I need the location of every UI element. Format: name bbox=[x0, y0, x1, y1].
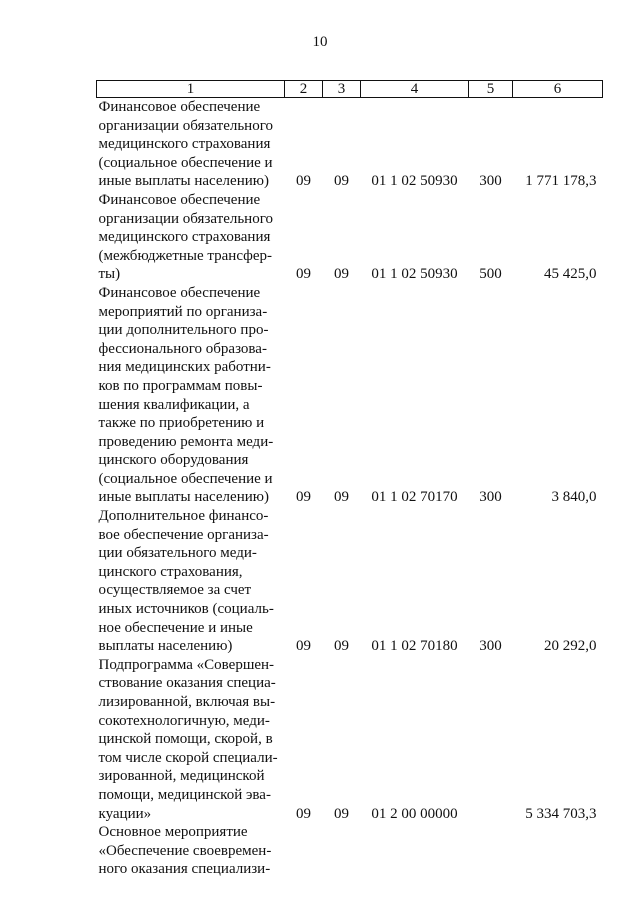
column-header-2: 2 bbox=[285, 81, 323, 98]
target-article-code: 01 1 02 50930 bbox=[371, 173, 458, 190]
row-name-line: ты) bbox=[98, 266, 121, 283]
row-name-line: Финансовое обеспечение bbox=[98, 99, 261, 115]
expense-type-code: 300 bbox=[479, 489, 502, 506]
row-name bbox=[97, 284, 285, 507]
row-name-line: также по приобретению и bbox=[98, 415, 265, 432]
expense-type-code: 500 bbox=[479, 266, 502, 283]
row-name-line: цинского оборудования bbox=[98, 452, 249, 469]
row-name-line: Основное мероприятие bbox=[98, 824, 248, 841]
row-name-line: организации обязательного bbox=[98, 210, 273, 227]
row-name-line: зированной, медицинской bbox=[98, 768, 265, 785]
row-name bbox=[97, 191, 285, 284]
amount: 3 840,0 bbox=[551, 489, 597, 506]
table-row bbox=[97, 823, 603, 879]
target-article-code bbox=[361, 823, 469, 879]
page-number: 10 bbox=[312, 34, 328, 50]
table-row bbox=[97, 191, 603, 284]
table-row bbox=[97, 507, 603, 656]
section-code: 09 bbox=[296, 266, 311, 283]
row-name bbox=[97, 507, 285, 656]
column-header-6: 6 bbox=[513, 81, 603, 98]
expense-type-code bbox=[469, 656, 513, 823]
target-article-code: 01 1 02 50930 bbox=[371, 266, 458, 283]
table-row bbox=[97, 284, 603, 507]
target-article-code: 01 1 02 70170 bbox=[371, 489, 458, 506]
row-name-line: ков по программам повы- bbox=[98, 377, 263, 394]
row-name-line: ции дополнительного про- bbox=[98, 322, 269, 339]
section-code bbox=[285, 823, 323, 879]
row-name-line: мероприятий по организа- bbox=[98, 303, 268, 320]
row-name-line: (социальное обеспечение и bbox=[98, 470, 273, 487]
subsection-code: 09 bbox=[334, 173, 349, 190]
subsection-code bbox=[323, 823, 361, 879]
table-row bbox=[97, 656, 603, 823]
row-name-line: куации» bbox=[98, 805, 152, 822]
row-name-line: шения квалификации, а bbox=[98, 396, 250, 413]
table-row bbox=[97, 98, 603, 191]
column-header-5: 5 bbox=[469, 81, 513, 98]
row-name-line: том числе скорой специали- bbox=[98, 749, 278, 766]
row-name-line: иных источников (социаль- bbox=[98, 601, 274, 618]
amount: 45 425,0 bbox=[544, 266, 597, 283]
row-name-line: организации обязательного bbox=[98, 117, 273, 134]
budget-table bbox=[96, 80, 603, 879]
section-code: 09 bbox=[296, 805, 311, 822]
amount: 5 334 703,3 bbox=[525, 805, 597, 822]
subsection-code: 09 bbox=[334, 266, 349, 283]
section-code: 09 bbox=[296, 173, 311, 190]
row-name-line: «Обеспечение своевремен- bbox=[98, 842, 272, 859]
column-header-1: 1 bbox=[97, 81, 285, 98]
row-name-line: Финансовое обеспечение bbox=[98, 191, 261, 208]
row-name-line: Подпрограмма «Совершен- bbox=[98, 656, 275, 673]
section-code: 09 bbox=[296, 489, 311, 506]
row-name-line: (межбюджетные трансфер- bbox=[98, 247, 273, 264]
row-name bbox=[97, 823, 285, 879]
row-name-line: ния медицинских работни- bbox=[98, 359, 271, 376]
column-header-3: 3 bbox=[323, 81, 361, 98]
row-name-line: осуществляемое за счет bbox=[98, 582, 252, 599]
row-name-line: иные выплаты населению) bbox=[98, 489, 269, 506]
subsection-code: 09 bbox=[334, 489, 349, 506]
subsection-code: 09 bbox=[334, 638, 349, 655]
table-body bbox=[97, 98, 603, 879]
row-name-line: медицинского страхования bbox=[98, 136, 271, 153]
row-name-line: проведению ремонта меди- bbox=[98, 433, 274, 450]
target-article-code: 01 2 00 00000 bbox=[371, 805, 458, 822]
row-name-line: ное обеспечение и иные bbox=[98, 619, 253, 636]
row-name-line: ции обязательного меди- bbox=[98, 545, 257, 562]
row-name-line: лизированной, включая вы- bbox=[98, 694, 276, 710]
row-name-line: медицинского страхования bbox=[98, 229, 271, 246]
expense-type-code: 300 bbox=[479, 173, 502, 190]
expense-type-code bbox=[469, 823, 513, 879]
amount: 20 292,0 bbox=[544, 638, 597, 655]
subsection-code: 09 bbox=[334, 805, 349, 822]
row-name-line: фессионального образова- bbox=[98, 340, 267, 357]
row-name bbox=[97, 656, 285, 823]
row-name-line: помощи, медицинской эва- bbox=[98, 786, 271, 803]
row-name-line: иные выплаты населению) bbox=[98, 173, 269, 190]
row-name-line: цинского страхования, bbox=[98, 563, 243, 580]
amount bbox=[513, 823, 603, 879]
section-code: 09 bbox=[296, 638, 311, 655]
row-name-line: ствование оказания специа- bbox=[98, 675, 276, 692]
row-name-line: Финансовое обеспечение bbox=[98, 284, 261, 301]
table-header-row bbox=[97, 81, 603, 98]
row-name-line: Дополнительное финансо- bbox=[98, 508, 269, 525]
row-name bbox=[97, 98, 285, 191]
row-name-line: (социальное обеспечение и bbox=[98, 154, 273, 171]
column-header-4: 4 bbox=[361, 81, 469, 98]
expense-type-code: 300 bbox=[479, 638, 502, 655]
row-name-line: ного оказания специализи- bbox=[98, 861, 271, 878]
row-name-line: вое обеспечение организа- bbox=[98, 526, 269, 543]
row-name-line: выплаты населению) bbox=[98, 638, 233, 655]
row-name-line: сокотехнологичную, меди- bbox=[98, 712, 270, 729]
target-article-code: 01 1 02 70180 bbox=[371, 638, 458, 655]
amount: 1 771 178,3 bbox=[525, 173, 597, 190]
row-name-line: цинской помощи, скорой, в bbox=[98, 731, 273, 748]
